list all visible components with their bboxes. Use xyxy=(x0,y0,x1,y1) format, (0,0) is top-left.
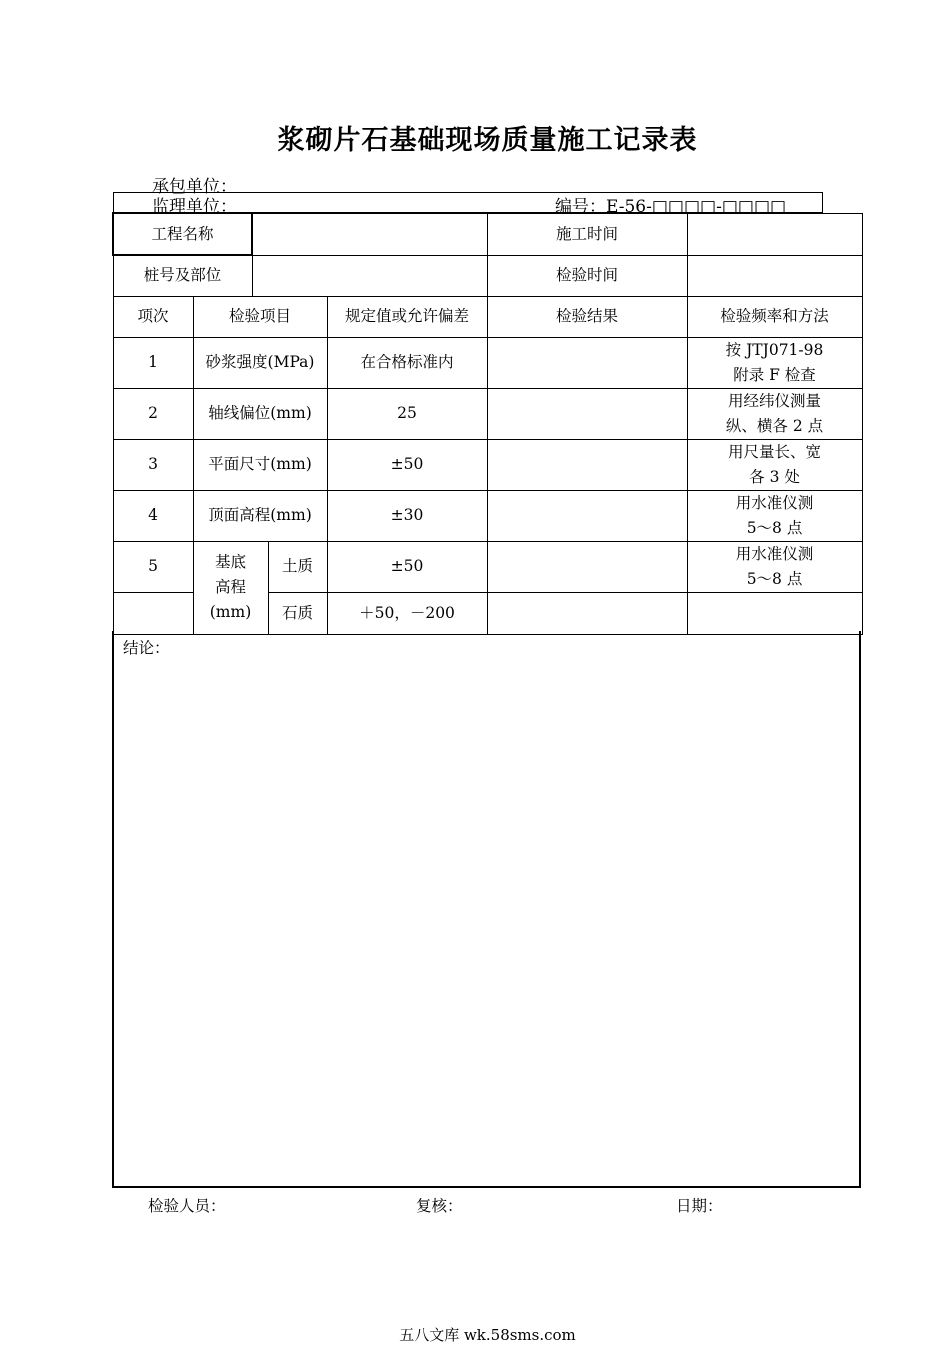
row-item: 轴线偏位(mm) xyxy=(193,388,327,439)
row-number: 2 xyxy=(113,388,193,439)
conclusion-label: 结论： xyxy=(123,639,170,657)
row-result[interactable] xyxy=(487,337,687,388)
row-method xyxy=(687,541,862,592)
row-spec: ±30 xyxy=(327,490,487,541)
date-label: 日期： xyxy=(676,1197,723,1215)
row-result[interactable] xyxy=(487,490,687,541)
row-method xyxy=(687,592,862,634)
row-spec: ＋50，－200 xyxy=(327,592,487,634)
column-header: 检验结果 xyxy=(487,296,687,337)
row-result[interactable] xyxy=(487,439,687,490)
inspector-label: 检验人员： xyxy=(148,1197,226,1215)
table-row xyxy=(113,439,862,490)
station-label: 桩号及部位 xyxy=(113,255,252,296)
row-number: 1 xyxy=(113,337,193,388)
row-number xyxy=(113,592,193,634)
method-line: 用经纬仪测量 xyxy=(728,391,822,410)
construction-time-label: 施工时间 xyxy=(487,213,687,255)
row-spec: 在合格标准内 xyxy=(327,337,487,388)
method-line: 用水准仪测 xyxy=(735,493,814,512)
row-method xyxy=(687,337,862,388)
table-row xyxy=(113,490,862,541)
row-method xyxy=(687,439,862,490)
table-row xyxy=(113,541,862,592)
item-line: 高程 xyxy=(215,578,247,596)
contractor-label: 承包单位： xyxy=(152,177,237,197)
construction-time-value[interactable] xyxy=(687,213,862,255)
row-spec: ±50 xyxy=(327,541,487,592)
method-line: 5～8 点 xyxy=(746,518,803,537)
row-result[interactable] xyxy=(487,592,687,634)
row-method xyxy=(687,490,862,541)
item-line: (mm) xyxy=(209,603,252,621)
method-line: 各 3 处 xyxy=(749,467,800,486)
method-line: 按 JTJ071-98 xyxy=(725,340,824,359)
conclusion-area[interactable] xyxy=(112,631,861,1188)
sub-item-soil: 土质 xyxy=(268,541,327,592)
method-line: 附录 F 检查 xyxy=(733,365,816,384)
project-name-value[interactable] xyxy=(252,213,487,255)
inspection-table xyxy=(112,212,863,635)
row-item: 顶面高程(mm) xyxy=(193,490,327,541)
document-code: 编号：E-56-□□□□-□□□□ xyxy=(555,197,787,217)
row-item: 平面尺寸(mm) xyxy=(193,439,327,490)
column-header: 项次 xyxy=(113,296,193,337)
supervisor-label: 监理单位： xyxy=(152,197,237,217)
row-item: 砂浆强度(MPa) xyxy=(193,337,327,388)
method-line: 纵、横各 2 点 xyxy=(725,416,824,435)
row-item-base-elevation xyxy=(193,541,268,634)
item-line: 基底 xyxy=(215,553,247,571)
column-header: 检验频率和方法 xyxy=(687,296,862,337)
column-header: 检验项目 xyxy=(193,296,327,337)
row-method xyxy=(687,388,862,439)
watermark: 五八文库 wk.58sms.com xyxy=(399,1326,576,1344)
inspection-time-label: 检验时间 xyxy=(487,255,687,296)
table-row xyxy=(113,388,862,439)
station-value[interactable] xyxy=(252,255,487,296)
method-line: 用水准仪测 xyxy=(735,544,814,563)
column-header: 规定值或允许偏差 xyxy=(327,296,487,337)
row-number: 4 xyxy=(113,490,193,541)
method-line: 5～8 点 xyxy=(746,569,803,588)
row-result[interactable] xyxy=(487,541,687,592)
project-name-label: 工程名称 xyxy=(113,213,252,255)
sub-item-rock: 石质 xyxy=(268,592,327,634)
row-number: 3 xyxy=(113,439,193,490)
row-spec: 25 xyxy=(327,388,487,439)
method-line: 用尺量长、宽 xyxy=(728,442,822,461)
row-result[interactable] xyxy=(487,388,687,439)
inspection-time-value[interactable] xyxy=(687,255,862,296)
row-number: 5 xyxy=(113,541,193,592)
table-row xyxy=(113,337,862,388)
row-spec: ±50 xyxy=(327,439,487,490)
page-title: 浆砌片石基础现场质量施工记录表 xyxy=(277,125,698,156)
review-label: 复核： xyxy=(416,1197,463,1215)
